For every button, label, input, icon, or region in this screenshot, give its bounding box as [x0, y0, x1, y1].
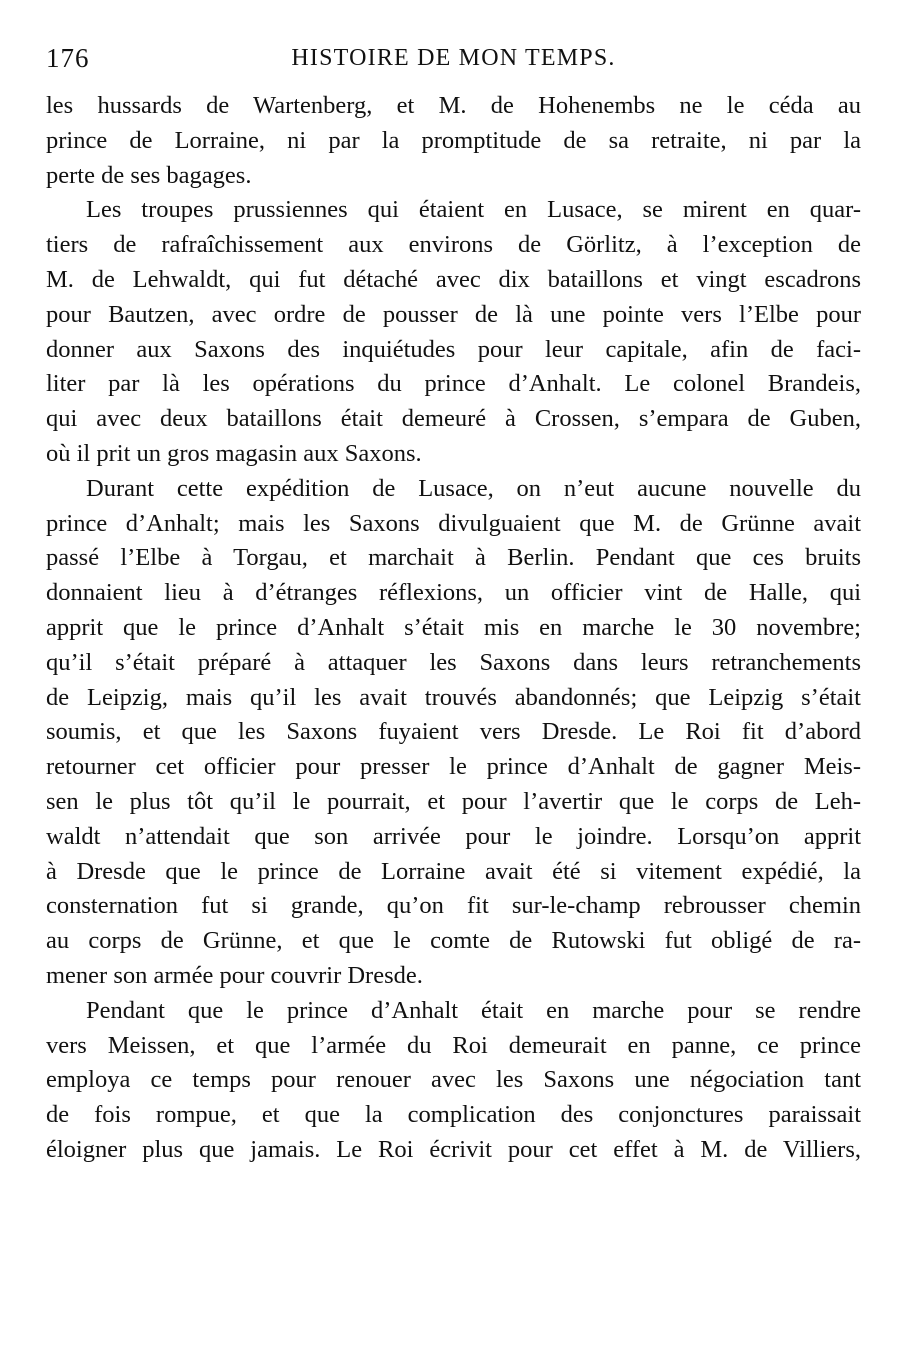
text-line: à Dresde que le prince de Lorraine avait été si vitement expédié, la: [46, 857, 861, 885]
text-line: éloigner plus que jamais. Le Roi écrivit pour cet effet à M. de Villiers,: [46, 1135, 861, 1163]
text-line: tiers de rafraîchissement aux environs de Görlitz, à l’exception de: [46, 231, 861, 259]
text-line: de fois rompue, et que la complication des conjonctures paraissait: [46, 1101, 861, 1129]
text-line: Pendant que le prince d’Anhalt était en marche pour se rendre: [86, 996, 861, 1024]
text-line: employa ce temps pour renouer avec les Saxons une négociation tant: [46, 1066, 861, 1094]
text-line: donner aux Saxons des inquiétudes pour leur capitale, afin de faci-: [46, 335, 861, 363]
paragraph: [46, 994, 861, 1168]
text-line: consternation fut si grande, qu’on fit sur-le-champ rebrousser chemin: [46, 892, 861, 920]
text-line: apprit que le prince d’Anhalt s’était mis en marche le 30 novembre;: [46, 613, 861, 641]
paragraph: [46, 472, 861, 994]
text-line: perte de ses bagages.: [46, 161, 252, 189]
text-line: passé l’Elbe à Torgau, et marchait à Berlin. Pendant que ces bruits: [46, 544, 861, 572]
text-line: les hussards de Wartenberg, et M. de Hohenembs ne le céda au: [46, 92, 861, 119]
text-line: Durant cette expédition de Lusace, on n’eut aucune nouvelle du: [86, 474, 861, 502]
text-line: soumis, et que les Saxons fuyaient vers Dresde. Le Roi fit d’abord: [46, 718, 861, 746]
paragraph: [46, 89, 861, 193]
text-line: waldt n’attendait que son arrivée pour le joindre. Lorsqu’on apprit: [46, 822, 861, 850]
text-line: vers Meissen, et que l’armée du Roi demeurait en panne, ce prince: [46, 1031, 861, 1059]
text-line: où il prit un gros magasin aux Saxons.: [46, 439, 422, 467]
text-line: Les troupes prussiennes qui étaient en Lusace, se mirent en quar-: [86, 196, 861, 224]
text-line: prince de Lorraine, ni par la promptitude de sa retraite, ni par la: [46, 126, 861, 154]
text-line: pour Bautzen, avec ordre de pousser de là une pointe vers l’Elbe pour: [46, 300, 861, 328]
text-line: qu’il s’était préparé à attaquer les Saxons dans leurs retranchements: [46, 648, 861, 676]
text-body: [46, 89, 861, 1168]
text-line: de Leipzig, mais qu’il les avait trouvés abandonnés; que Leipzig s’était: [46, 683, 861, 711]
page-header: [46, 38, 861, 78]
paragraph: [46, 193, 861, 471]
text-line: donnaient lieu à d’étranges réflexions, un officier vint de Halle, qui: [46, 579, 861, 607]
text-line: mener son armée pour couvrir Dresde.: [46, 961, 423, 989]
page-number: 176: [46, 43, 90, 73]
text-line: au corps de Grünne, et que le comte de Rutowski fut obligé de ra-: [46, 927, 861, 955]
text-line: qui avec deux bataillons était demeuré à Crossen, s’empara de Guben,: [46, 405, 861, 433]
text-line: sen le plus tôt qu’il le pourrait, et pour l’avertir que le corps de Leh-: [46, 787, 861, 815]
text-line: retourner cet officier pour presser le prince d’Anhalt de gagner Meis-: [46, 753, 861, 781]
text-line: M. de Lehwaldt, qui fut détaché avec dix bataillons et vingt escadrons: [46, 265, 861, 293]
text-line: prince d’Anhalt; mais les Saxons divulguaient que M. de Grünne avait: [46, 509, 861, 537]
text-line: liter par là les opérations du prince d’Anhalt. Le colonel Brandeis,: [46, 370, 861, 398]
running-title: HISTOIRE DE MON TEMPS.: [291, 45, 616, 71]
